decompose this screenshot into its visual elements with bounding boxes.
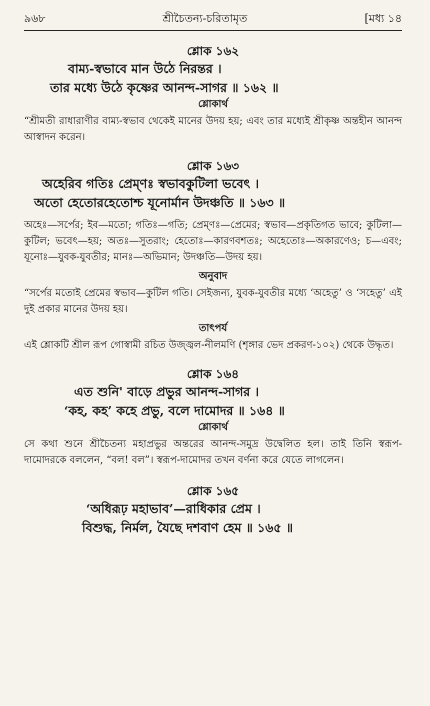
sloka-163-label: শ্লোক ১৬৩ (186, 159, 240, 173)
sloka-162-line-1: বাম্য-স্বভাবে মান উঠে নিরন্তর । (68, 61, 222, 76)
page-number: ৯৬৮ (24, 12, 46, 25)
sloka-164-line-2: ‘কহ, কহ’ কহে প্রভু, বলে দামোদর ॥ ১৬৪ ॥ (64, 403, 285, 418)
sloka-164-label: শ্লোক ১৬৪ (186, 367, 240, 381)
sloka-163-line-2: অতো হেতোরহেতোশ্চ যূনোর্মান উদঞ্চতি ॥ ১৬৩ ॥ (34, 195, 286, 210)
sloka-162-line-2: তার মধ্যে উঠে কৃষ্ণের আনন্দ-সাগর ॥ ১৬২ ॥ (50, 80, 279, 95)
sloka-165-line-2: বিশুদ্ধ, নির্মল, যৈছে দশবাণ হেম ॥ ১৬৫ ॥ (82, 520, 293, 535)
sloka-163-purport: এই শ্লোকটি শ্রীল রূপ গোস্বামী রচিত উজ্জ্বল-নীলমণি (শৃঙ্গার ভেদ প্রকরণ-১০২) থেকে উদ্ধৃত। (24, 340, 394, 351)
sloka-163-line-1: অহেরিব গতিঃ প্রেম্ণঃ স্বভাবকুটিলা ভবেৎ । (42, 176, 259, 191)
sloka-163-word-meanings: অহেঃ—সর্পের; ইব—মতো; গতিঃ—গতি; প্রেম্ণঃ—প্রেমের; স্বভাব—প্রকৃতিগত ভাবে; কুটিলা—কুটিল; ভবেৎ—হয়; অতঃ—সুতরাং; হেতোঃ—কারণবশতঃ; অহেতোঃ—অকারণেও; চ—এবং; যূনোঃ—যুবক-যুবতীর; মানঃ—অভিমান; উদঞ্চতি—উদয় হয়। (24, 220, 402, 263)
sloka-164-line-1: এত শুনি' বাড়ে প্রভুর আনন্দ-সাগর । (74, 384, 260, 399)
sloka-163-translation-label: অনুবাদ (198, 271, 228, 282)
sloka-163 (24, 158, 402, 354)
header-rule (24, 30, 402, 31)
page-header (24, 10, 402, 26)
sloka-162-label: শ্লোক ১৬২ (186, 44, 240, 58)
sloka-165-line-1: ‘অধিরূঢ় মহাভাব’—রাধিকার প্রেম । (86, 501, 261, 516)
sloka-165-label: শ্লোক ১৬৫ (186, 484, 240, 498)
book-title: শ্রীচৈতন্য-চরিতামৃত (162, 12, 248, 25)
chapter-label: [মধ্য ১৪ (364, 12, 402, 25)
sloka-164-translation-label: শ্লোকার্থ (198, 422, 228, 433)
sloka-165 (24, 483, 402, 537)
sloka-164-translation: সে কথা শুনে শ্রীচৈতন্য মহাপ্রভুর অন্তরের আনন্দ-সমুদ্র উদ্বেলিত হল। তাই তিনি স্বরূপ-দামোদরকে বললেন, “বল! বল”। স্বরূপ-দামোদর তখন বর্ণনা করে যেতে লাগলেন। (24, 439, 402, 466)
sloka-162 (24, 43, 402, 146)
sloka-163-purport-label: তাৎপর্য (198, 323, 228, 334)
sloka-164 (24, 366, 402, 469)
sloka-162-translation-label: শ্লোকার্থ (198, 99, 228, 110)
sloka-163-translation: “সর্পের মতোই প্রেমের স্বভাব—কুটিল গতি। সেইজন্য, যুবক-যুবতীর মধ্যে ‘অহেতু’ ও ‘সহেতু’ এই দুই প্রকার মানের উদয় হয়। (24, 288, 402, 315)
sloka-162-translation: “শ্রীমতী রাধারাণীর বাম্য-স্বভাব থেকেই মানের উদয় হয়; এবং তার মধ্যেই শ্রীকৃষ্ণ অন্তহীন আনন্দ আস্বাদন করেন। (24, 116, 402, 143)
